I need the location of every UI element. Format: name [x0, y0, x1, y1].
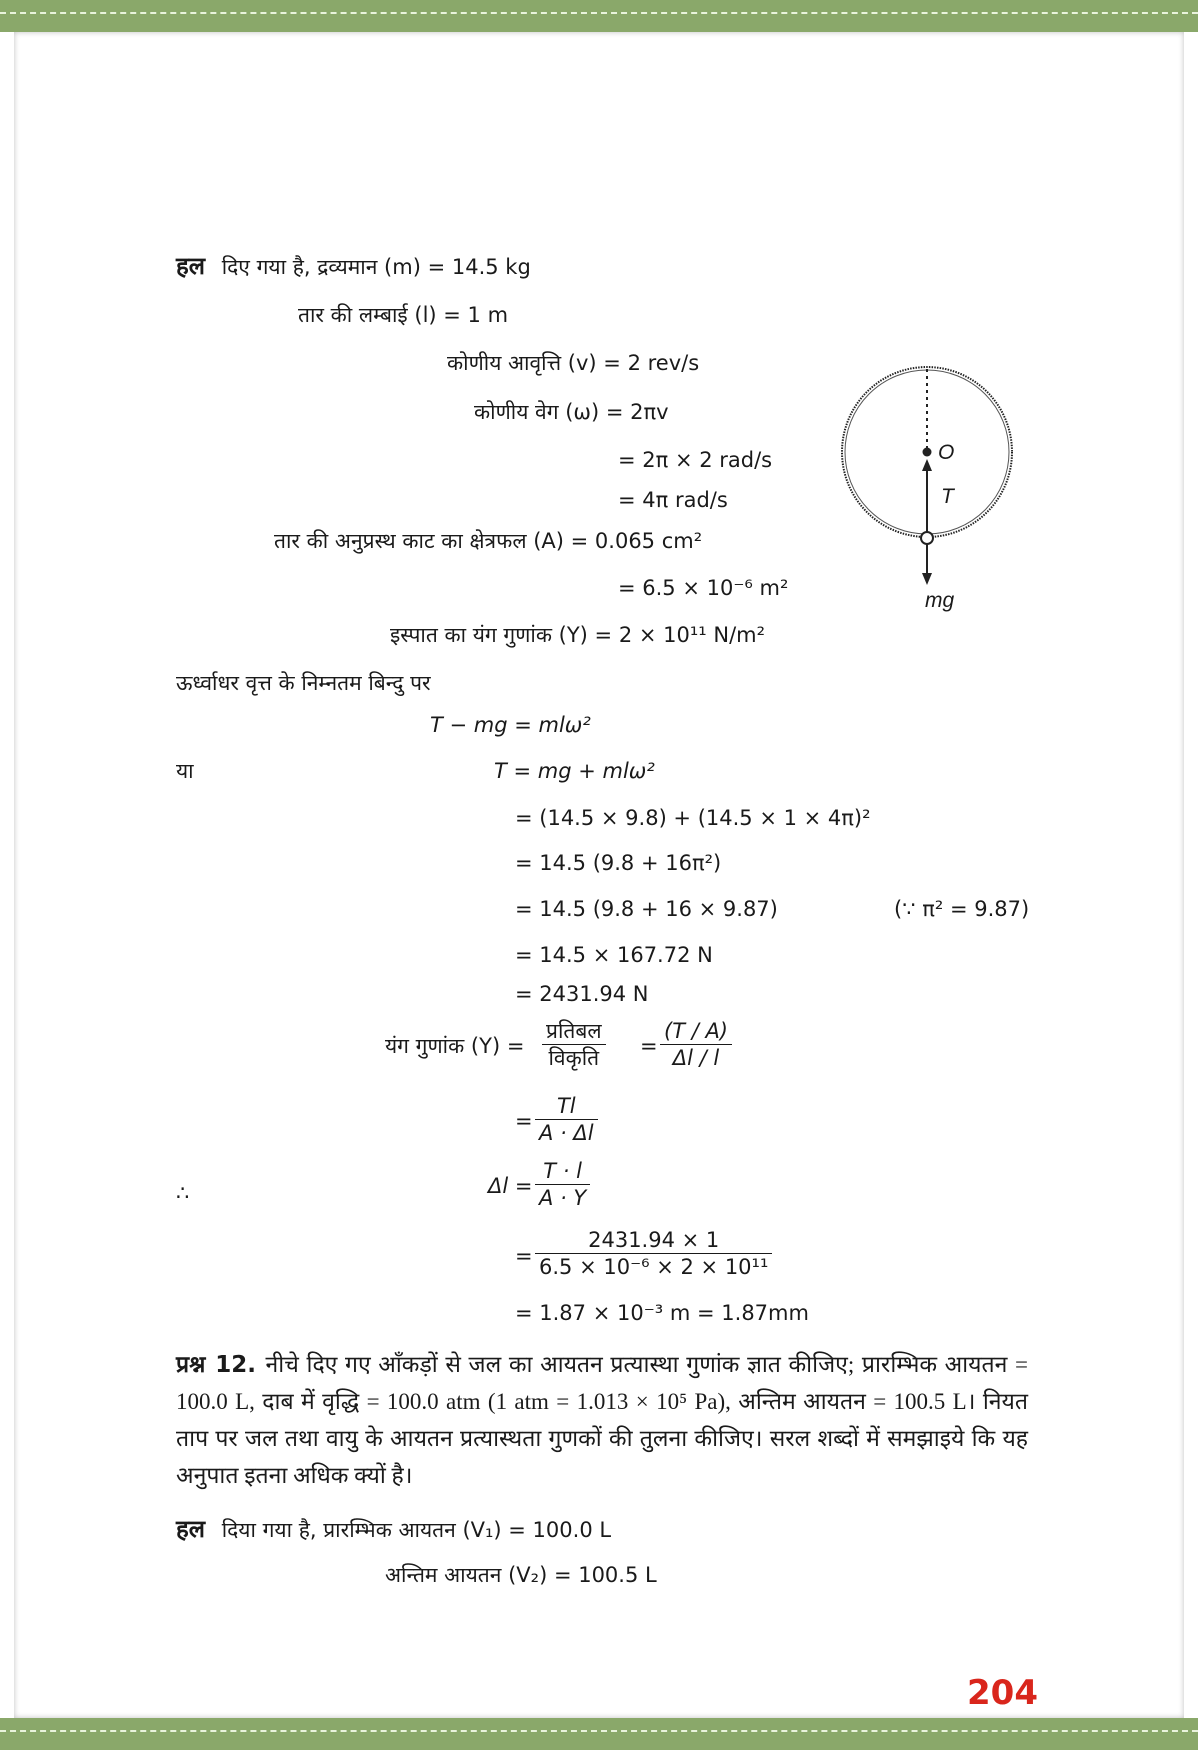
- top-border: [0, 0, 1198, 32]
- simplified-fraction: [535, 1093, 598, 1146]
- tension-step-1: = (14.5 × 9.8) + (14.5 × 1 × 4π)²: [515, 806, 871, 830]
- tension-step-2: = 14.5 (9.8 + 16π²): [515, 851, 722, 875]
- angular-velocity-step-1: = 2π × 2 rad/s: [618, 448, 773, 472]
- youngs-modulus-steel: इस्पात का यंग गुणांक (Y) = 2 × 10¹¹ N/m²: [390, 623, 766, 647]
- solution-label: हल: [176, 252, 206, 280]
- or-label: या: [176, 759, 194, 783]
- given-mass: दिए गया है, द्रव्यमान (m) = 14.5 kg: [221, 255, 531, 279]
- tension-step-3: = 14.5 (9.8 + 16 × 9.87): [515, 897, 778, 921]
- final-volume: अन्तिम आयतन (V₂) = 100.5 L: [385, 1563, 657, 1587]
- numeric-denominator: 6.5 × 10⁻⁶ × 2 × 10¹¹: [539, 1255, 769, 1279]
- question-text: नीचे दिए गए आँकड़ों से जल का आयतन प्रत्यास्था गुणांक ज्ञात कीजिए; प्रारम्भिक आयतन = 100.0 L, दाब में वृद्धि = 100.0 atm (1 atm = 1.013 × 10⁵ Pa), अन्तिम आयतन = 100.5 L। नियत ताप पर जल तथा वायु के आयतन प्रत्यास्थता गुणकों की तुलना कीजिए। सरल शब्दों में समझाइये कि यह अनुपात इतना अधिक क्यों है।: [176, 1352, 1028, 1488]
- weight-label: mg: [925, 589, 955, 612]
- stress-strain-fraction: [542, 1018, 606, 1071]
- equation-tension: T = mg + mlω²: [494, 759, 655, 783]
- equation-tension-balance: T − mg = mlω²: [430, 713, 591, 737]
- therefore-symbol: ∴: [176, 1181, 190, 1205]
- equals-sign-3: =: [515, 1244, 533, 1268]
- tension-label: T: [941, 485, 954, 508]
- ratio-denominator: Δl / l: [672, 1046, 720, 1070]
- angular-velocity-step-2: = 4π rad/s: [618, 488, 728, 512]
- solution-line-1: [176, 253, 531, 280]
- youngs-modulus-label: यंग गुणांक (Y) =: [385, 1034, 525, 1058]
- ratio-numerator: (T / A): [660, 1018, 732, 1045]
- question-12: [176, 1347, 1028, 1495]
- tension-result: = 2431.94 N: [515, 982, 649, 1006]
- simplified-denominator: A · Δl: [539, 1121, 594, 1145]
- cross-section-area-si: = 6.5 × 10⁻⁶ m²: [618, 576, 789, 600]
- solution-2-line-1: [176, 1516, 611, 1543]
- center-point: [923, 448, 932, 457]
- strain-denominator: विकृति: [548, 1046, 600, 1070]
- simplified-numerator: Tl: [535, 1093, 598, 1120]
- question-label: प्रश्न 12.: [176, 1352, 256, 1378]
- bottom-border: [0, 1718, 1198, 1750]
- elongation-fraction: [535, 1158, 590, 1211]
- center-label: O: [938, 441, 955, 464]
- angular-velocity: कोणीय वेग (ω) = 2πv: [474, 400, 669, 424]
- solution-2-label: हल: [176, 1515, 206, 1543]
- tension-step-4: = 14.5 × 167.72 N: [515, 943, 713, 967]
- angular-frequency: कोणीय आवृत्ति (v) = 2 rev/s: [447, 351, 700, 375]
- cross-section-area: तार की अनुप्रस्थ काट का क्षेत्रफल (A) = 0.065 cm²: [274, 529, 703, 553]
- tension-arrowhead: [922, 459, 932, 471]
- elongation-result: = 1.87 × 10⁻³ m = 1.87mm: [515, 1301, 809, 1325]
- numeric-fraction: [535, 1227, 772, 1280]
- weight-arrowhead: [922, 573, 932, 585]
- stress-numerator: प्रतिबल: [542, 1018, 606, 1045]
- pi-squared-note: (∵ π² = 9.87): [894, 897, 1030, 921]
- initial-volume: दिया गया है, प्रारम्भिक आयतन (V₁) = 100.0 L: [221, 1518, 612, 1542]
- mass-point: [921, 532, 933, 544]
- elongation-numerator: T · l: [535, 1158, 590, 1185]
- wire-length: तार की लम्बाई (l) = 1 m: [298, 303, 509, 327]
- elongation-denominator: A · Y: [539, 1186, 587, 1210]
- ratio-fraction: [660, 1018, 732, 1071]
- equals-sign: =: [640, 1034, 658, 1058]
- elongation-label: Δl =: [488, 1174, 533, 1198]
- numeric-numerator: 2431.94 × 1: [535, 1227, 772, 1254]
- equals-sign-2: =: [515, 1109, 533, 1133]
- vertical-circle-diagram: [835, 355, 1035, 615]
- page-number: 204: [967, 1673, 1038, 1713]
- lowest-point-heading: ऊर्ध्वाधर वृत्त के निम्नतम बिन्दु पर: [176, 671, 431, 695]
